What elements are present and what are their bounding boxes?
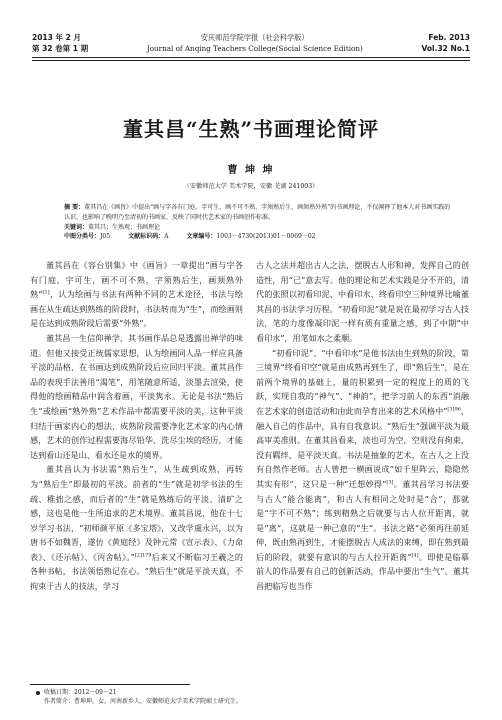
keywords <box>64 223 454 233</box>
body-paragraph: “初看印泥”、“中看印水”是他书法由生到熟的阶段，第三境界“终看印空”就是由成熟再到生了，即“熟后生”，是在前两个境界的基础上，量的积累到一定的程度上的质的飞跃，实现自我的“神气”、“神韵”，把学习前人的东西“消融在艺术家的创造活动和由此而孕育出来的艺术风格中”$^{[3]96}$，融入自己的作品中，具有自我意识。“熟后生”强调平淡为最高审美准则。在董其昌看来，淡也可为空，空则没有拘束，没有羁绊，是平淡天真。书法是抽象的艺术，在古人之上没有自然作老师。古人曾把一横画说成“如千里阵云，隐隐然其实有形”，这只是一种“迁想妙得”[3]。董其昌学习书法要与古人“能合能离”，和古人有相同之处时是“合”，那就是“字不可不熟”；练到精熟之后就要与古人拉开距离，就是“离”，这就是一种己意的“生”。书法之路“必须再往前延伸，既由熟再到生，才能摆脱古人成法的束缚，即在熟到最后的阶段，就要有意识的与古人拉开距离”[4]。即使是临摹前人的作品要有自己的创新活动，作品中要出“生气”。董其昌把临写也当作 <box>256 347 469 592</box>
doc-code-label: 文献标识码： <box>128 233 165 241</box>
citation: [1] <box>42 289 50 296</box>
footnote-rule <box>30 684 190 685</box>
article-title: 董其昌“生熟”书画理论简评 <box>122 117 379 141</box>
abstract-block <box>64 203 454 242</box>
bullet-icon <box>36 691 40 695</box>
citation: [2]179 <box>134 552 152 559</box>
citation: [3]96 <box>447 406 461 413</box>
header-rule-thick <box>32 57 470 58</box>
received-date: 收稿日期：2012－09－21 <box>44 689 117 696</box>
body-column-right <box>256 258 469 594</box>
body-paragraph: 古人之法并超出古人之法，摆脱古人形和神，发挥自己的创造性，用“己”意去写。他的理论和艺术实践是分不开的，清代的张照以初看印泥、中看印水、终看印空三种境界比喻董其昌的书法学习历程。“初看印泥”就是说在最初学习古人技法，笔的力度像凝印泥一样有质有重量之感，到了中期“中看印水”，用笔如水之柔顺。 <box>256 260 469 343</box>
clc-value: J05 <box>100 233 111 241</box>
keywords-text: 董其昌；生熟观；书画理论 <box>88 223 161 231</box>
body-paragraph: 董其昌在《容台别集》中《画旨》一章提出“画与字各有门庭，字可生，画不可不熟，字须熟后生，画须熟外熟”[1]，认为绘画与书法有两种不同的艺术途径，书法与绘画在从生疏达到熟练的阶段时，书法转而为“生”，而绘画则是在达到成熟阶段后需要“外熟”。 <box>30 260 243 329</box>
classification-ids <box>64 232 454 242</box>
body-column-left <box>30 258 243 594</box>
header-vol-en: Vol.32 No.1 <box>421 44 470 53</box>
body-paragraph: 董其昌一生信仰禅学，其书画作品总是透露出禅学的味道。但他又接受正统儒家思想，认为绘画同人品一样应具备平淡的品格，在书画达到成熟阶段后应回归平淡。董其昌作品的表现手法善用“渴笔”，用笔随意所适，淡墨去渲染，使得他的绘画精品中润含着画，平淡隽永。无论是书法“熟后生”或绘画“熟外熟”艺术作品中都需要平淡的美，这种平淡归结于画家内心的想法，成熟阶段需要净化艺术家的内心情感，艺术的创作过程需要海尽铅华、洗尽尘埃的经历，才能达到看山还是山、看水还是水的境界。 <box>30 332 243 460</box>
keywords-label: 关键词： <box>64 223 89 231</box>
citation: [3] <box>386 479 394 486</box>
citation: [4] <box>411 552 419 559</box>
article-no-value: 1003－4730(2013)01－0069－02 <box>216 233 316 241</box>
header-date-en: Feb. 2013 <box>428 33 470 42</box>
clc-label: 中图分类号： <box>64 233 101 241</box>
author-bio: 作者简介：曹坤坤，女，河南新乡人，安徽师范大学美术学院硕士研究生。 <box>44 698 243 705</box>
abstract-text: 董其昌在《画旨》中提出“画与字各有门庭，字可生，画不可不熟，字须熟后生，画须熟外熟”的书画理论，不仅阐释了他本人对书画实践的认识，也影响了晚明乃至清初的书画家，反映了同时代艺术家的书画创作标准。 <box>64 204 451 221</box>
abstract-label: 摘 要： <box>64 204 85 211</box>
header-date: 2013 年 2 月 <box>32 33 81 42</box>
journal-header <box>32 32 470 54</box>
footnote <box>36 688 242 706</box>
abstract <box>64 203 454 223</box>
author-name: 曹 坤 坤 <box>227 165 275 176</box>
header-issue: 第 32 卷第 1 期 <box>32 44 89 53</box>
doc-code-value: A <box>164 233 169 241</box>
body-paragraph: 董其昌认为书法需“熟后生”，从生疏到成熟，再转为“熟后生”即最初的平淡。前者的“生”就是初学书法的生疏、稚拙之感，而后者的“生”就是熟练后的平淡、清旷之感，这也是他一生所追求的艺术境界。董其昌说，他在十七岁学习书法，“初师颜平原《多宝塔》，又改学虞永兴，以为唐书不如魏晋，遂仿《黄庭经》及钟元常《宣示表》、《力命表》、《还示帖》、《丙舍帖》。”$^{[2]179}$后来又不断临习王羲之的各种书帖，书法领悟熟记在心。“熟后生”就是平淡天真，不拘束于古人的技法，学习 <box>30 464 243 592</box>
article-no-label: 文章编号： <box>186 233 217 241</box>
author-affiliation: （安徽师范大学 美术学院，安徽 芜湖 241003） <box>183 183 319 190</box>
header-journal-cn: 安庆师范学院学报（社会科学版） <box>200 33 309 42</box>
header-rule-thin <box>32 60 470 61</box>
header-journal-en: Journal of Anqing Teachers College(Social Science Edition) <box>146 44 363 53</box>
